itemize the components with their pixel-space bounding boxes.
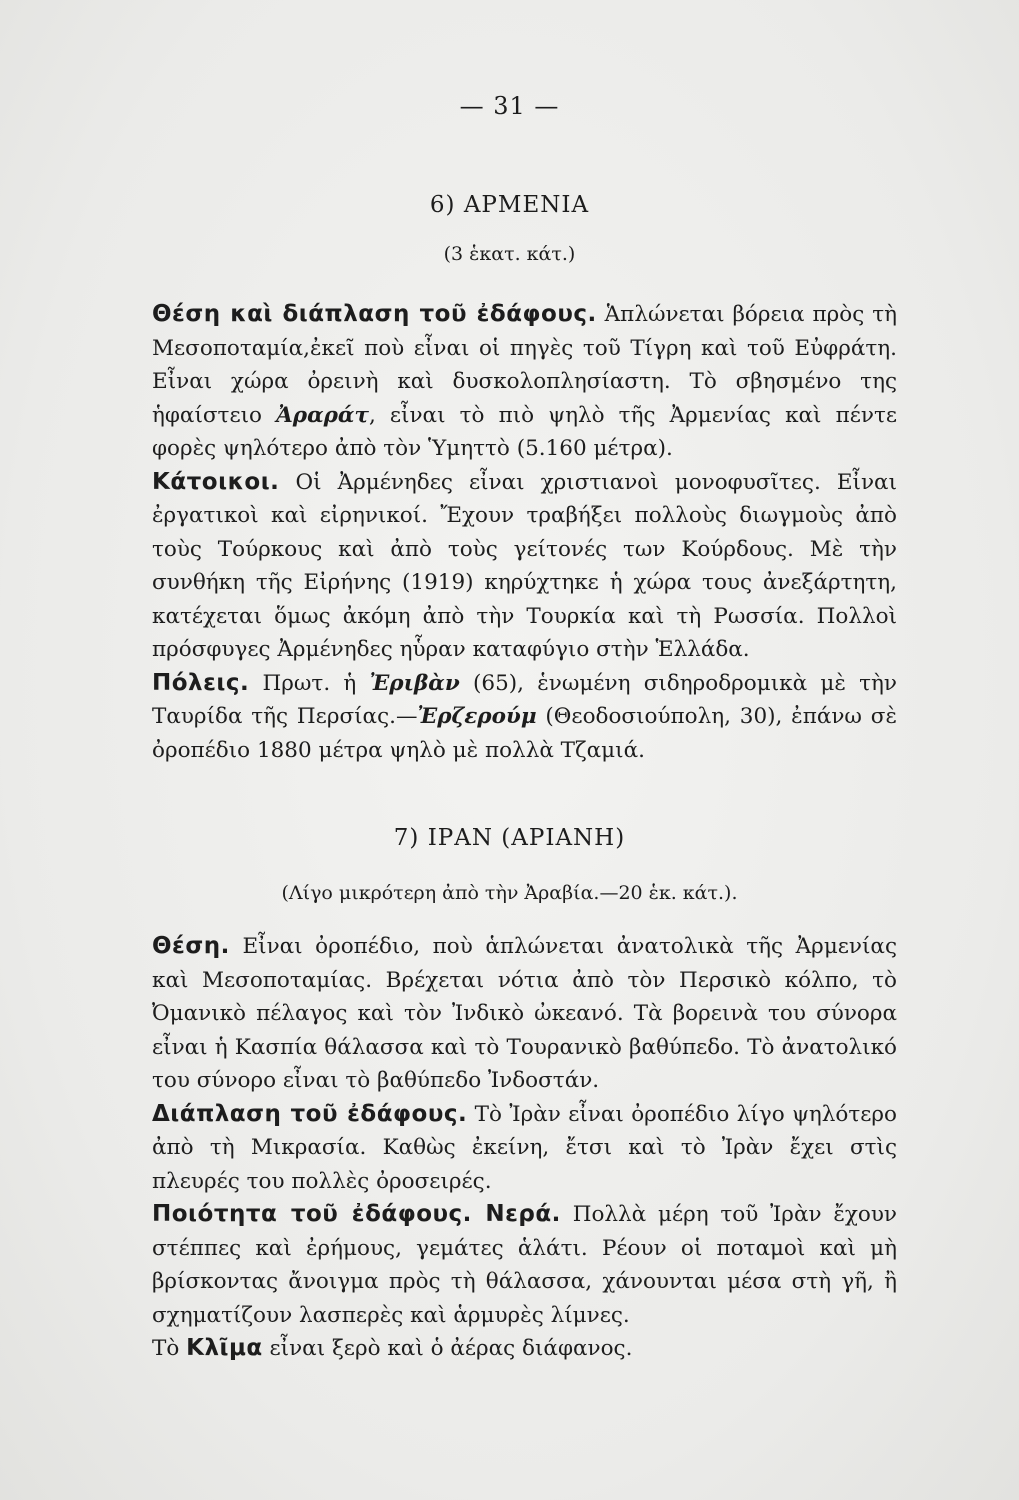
section-subtitle-armenia: (3 ἑκατ. κάτ.) <box>443 243 576 265</box>
place-erzerum: Ἐρζερούμ <box>417 704 537 729</box>
armenia-cities-text-3: (Θεοδοσιούπολη, 30), ἐπάνω σὲ ὀροπέδιο 1880 μέτρα ψηλὸ μὲ πολλὰ Τζαμιά. <box>152 704 897 763</box>
heading-cities: Πόλεις. <box>152 669 250 696</box>
section-title-armenia: 6) ΑΡΜΕΝΙΑ <box>429 192 590 218</box>
iran-relief-text: Τὸ Ἰρὰν εἶναι ὀροπέδιο λίγο ψηλότερο ἀπὸ τὴ Μικρασία. Καθὼς ἐκείνη, ἔτσι καὶ τὸ Ἰρὰν ἔχει στὶς πλευρές του πολλὲς ὀροσειρές. <box>152 1101 897 1194</box>
iran-soil-text: Πολλὰ μέρη τοῦ Ἰρὰν ἔχουν στέππες καὶ ἐρήμους, γεμάτες ἁλάτι. Ρέουν οἱ ποταμοὶ καὶ μὴ βρίσκοντας ἄνοιγμα πρὸς τὴ θάλασσα, χάνουνται μέσα στὴ γῆ, ἢ σχηματίζουν λασπερὲς καὶ ἁρμυρὲς λίμνες. <box>152 1202 897 1328</box>
armenia-cities-text-2: (65), ἑνωμένη σιδηροδρομικὰ μὲ τὴν Ταυρίδα τῆς Περσίας.— <box>152 670 897 729</box>
iran-position-text: Εἶναι ὀροπέδιο, ποὺ ἁπλώνεται ἀνατολικὰ τῆς Ἀρμενίας καὶ Μεσοποταμίας. Βρέχεται νότια ἀπὸ τὸν Περσικὸ κόλπο, τὸ Ὀμανικὸ πέλαγος καὶ τὸν Ἰνδικὸ ὠκεανό. Τὰ βορεινὰ του σύνορα εἶναι ἡ Κασπία θάλασσα καὶ τὸ Τουρανικὸ βαθύπεδο. Τὸ ἀνατολικό του σύνορο εἶναι τὸ βαθύπεδο Ἰνδοστάν. <box>152 934 897 1093</box>
page-number: — 31 — <box>459 92 560 120</box>
place-erivan: Ἐριβὰν <box>369 670 460 696</box>
armenia-position-text-2: , εἶναι τὸ πιὸ ψηλὸ τῆς Ἀρμενίας καὶ πέντε φορὲς ψηλότερο ἀπὸ τὸν Ὑμηττὸ (5.160 μέτρα). <box>152 402 897 461</box>
armenia-inhabitants-text: Οἱ Ἀρμένηδες εἶναι χριστιανοὶ μονοφυσῖτες. Εἶναι ἐργατικοὶ καὶ εἰρηνικοί. Ἔχουν τραβήξει πολλοὺς διωγμοὺς ἀπὸ τοὺς Τούρκους καὶ ἀπὸ τοὺς γείτονές των Κούρδους. Μὲ τὴν συνθήκη τῆς Εἰρήνης (1919) κηρύχτηκε ἡ χώρα τους ἀνεξάρτητη, κατέχεται ὅμως ἀκόμη ἀπὸ τὴν Τουρκία καὶ τὴ Ρωσσία. Πολλοὶ πρόσφυγες Ἀρμένηδες ηὗραν καταφύγιο στὴν Ἑλλάδα. <box>152 469 897 662</box>
armenia-cities-text-1: Πρωτ. ἡ <box>249 670 370 696</box>
heading-position-relief: Θέση καὶ διάπλαση τοῦ ἐδάφους. <box>152 301 597 327</box>
heading-soil-waters: Ποιότητα τοῦ ἐδάφους. Νερά. <box>152 1201 561 1227</box>
section-title-iran: 7) ΙΡΑΝ (ΑΡΙΑΝΗ) <box>393 825 626 851</box>
armenia-text-block <box>152 298 897 767</box>
iran-climate-text: εἶναι ξερὸ καὶ ὁ ἀέρας διάφανος. <box>262 1336 633 1361</box>
heading-climate: Κλῖμα <box>186 1335 263 1361</box>
heading-inhabitants: Κάτοικοι. <box>152 468 280 495</box>
section-subtitle-iran: (Λίγο μικρότερη ἀπὸ τὴν Ἀραβία.—20 ἑκ. κάτ.). <box>281 882 738 904</box>
iran-text-block <box>152 930 897 1366</box>
iran-climate-pre: Τὸ <box>152 1336 187 1361</box>
heading-position: Θέση. <box>152 933 230 959</box>
armenia-position-text-1: Ἁπλώνεται βόρεια πρὸς τὴ Μεσοποταμία,ἐκεῖ ποὺ εἶναι οἱ πηγὲς τοῦ Τίγρη καὶ τοῦ Εὐφράτη. Εἶναι χώρα ὀρεινὴ καὶ δυσκολοπλησίαστη. Τὸ σβησμένο της ἡφαίστειο <box>152 302 897 428</box>
heading-relief: Διάπλαση τοῦ ἐδάφους. <box>152 1100 468 1127</box>
place-ararat: Ἀραράτ <box>276 402 369 428</box>
